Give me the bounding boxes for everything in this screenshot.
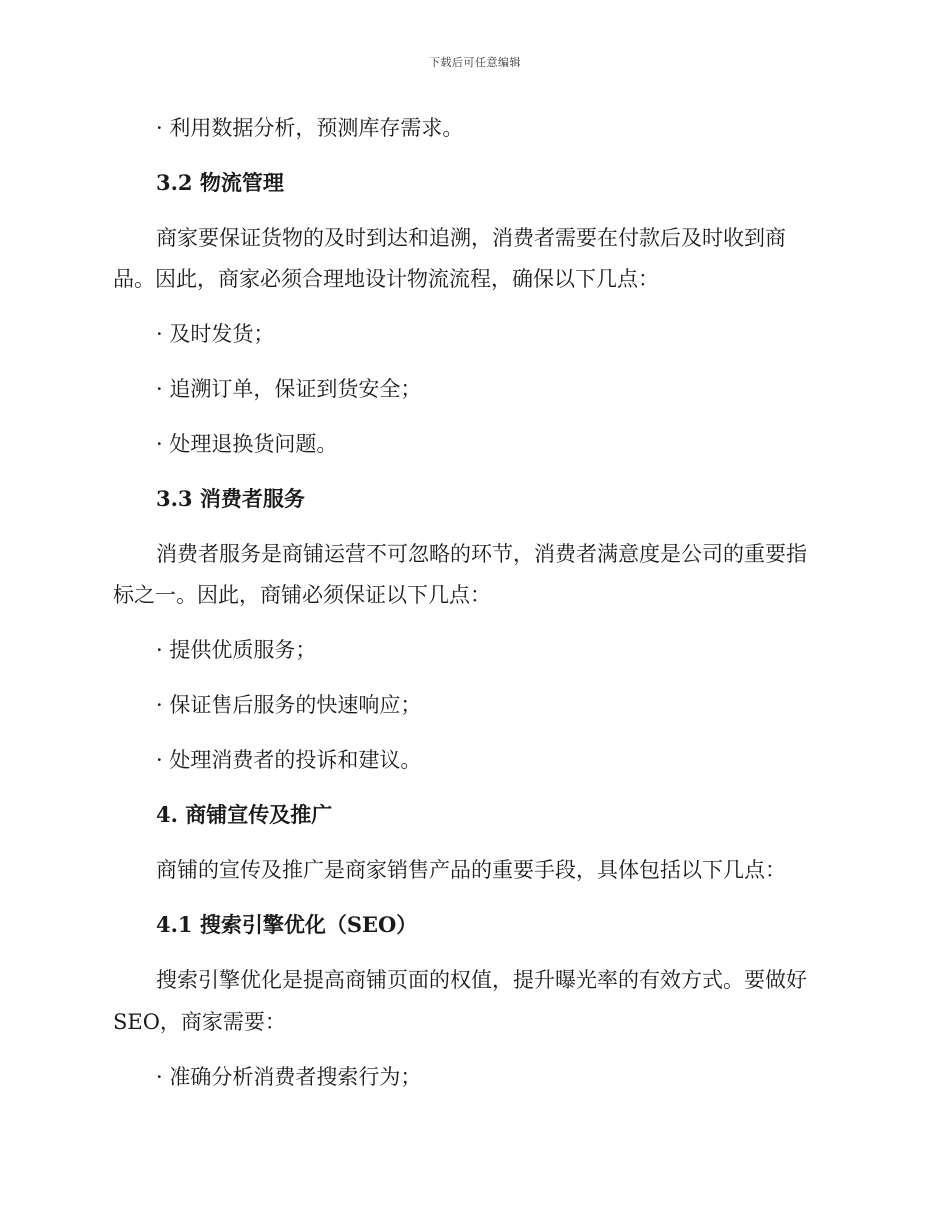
paragraph-line: SEO，商家需要： [113,1010,286,1034]
paragraph-line: 搜索引擎优化是提高商铺页面的权值，提升曝光率的有效方式。要做好 [156,968,807,992]
bullet-item: · 及时发货； [156,322,275,346]
paragraph-line: 消费者服务是商铺运营不可忽略的环节，消费者满意度是公司的重要指 [156,542,807,566]
bullet-item: · 利用数据分析，预测库存需求。 [156,116,464,140]
bullet-item: · 处理消费者的投诉和建议。 [156,748,422,772]
section-heading: 3.3 消费者服务 [156,486,305,511]
paragraph-line: 商铺的宣传及推广是商家销售产品的重要手段，具体包括以下几点： [156,858,786,882]
paragraph-line: 标之一。因此，商铺必须保证以下几点： [113,583,491,607]
bullet-item: · 保证售后服务的快速响应； [156,693,422,717]
bullet-item: · 准确分析消费者搜索行为； [156,1065,422,1089]
paragraph-line: 品。因此，商家必须合理地设计物流流程，确保以下几点： [113,267,659,291]
page-header: 下载后可任意编辑 [429,56,521,69]
section-heading: 4.1 搜索引擎优化（SEO） [156,912,418,937]
bullet-item: · 处理退换货问题。 [156,432,338,456]
section-heading: 4. 商铺宣传及推广 [156,802,333,827]
section-heading: 3.2 物流管理 [156,170,284,195]
bullet-item: · 追溯订单，保证到货安全； [156,377,422,401]
paragraph-line: 商家要保证货物的及时到达和追溯，消费者需要在付款后及时收到商 [156,226,786,250]
bullet-item: · 提供优质服务； [156,638,317,662]
